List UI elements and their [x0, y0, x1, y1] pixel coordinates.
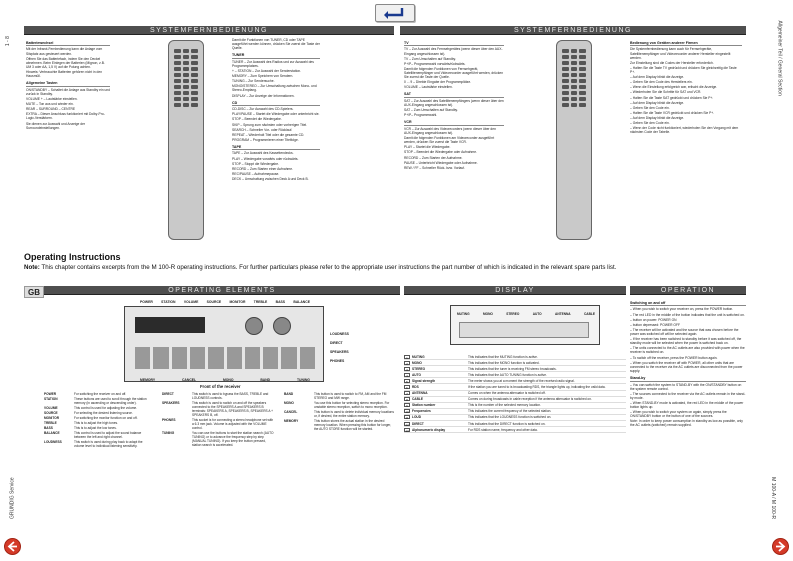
legend-term: Frequencies: [412, 409, 431, 414]
operating-elements-col-2: [162, 392, 274, 448]
arrow-right-icon: [773, 539, 788, 554]
language-tab: GB: [24, 286, 44, 298]
paragraph: 0 ... 9 – Direkte Eingabe der Programmplätze.: [404, 80, 472, 85]
panel-label: LOUDNESS: [330, 332, 349, 336]
legend-number: 13: [405, 428, 409, 433]
panel-label: ANTENNA: [555, 312, 571, 316]
legend-number: 6: [404, 385, 410, 389]
display-legend: [404, 354, 626, 433]
definition: This control is used to adjust the sound balance between the left and right channel.: [74, 431, 142, 439]
legend-description: This indicates that the AUTO TUNING function is active.: [468, 372, 547, 377]
paragraph: – Halten Sie die Taste VCR gedrückt und drücken Sie P+.: [630, 110, 715, 115]
definition: You can use the buttons to start the station search (AUTO TUNING) or to advance the frequency step by step (MANUAL TUNING). If you keep the button pressed, station search is accelerated.: [192, 431, 274, 447]
paragraph: DISPLAY – Zur Anzeige der Informationen.: [232, 93, 295, 98]
definition: This is to adjust the low tones.: [74, 426, 117, 430]
term: CANCEL: [284, 410, 298, 414]
side-label-left: GRUNDIG Service: [9, 477, 16, 519]
definition-row: [44, 397, 152, 405]
paragraph: – The receiver will be activated and the source that was chosen before the power was switched off will be selected again.: [630, 327, 739, 337]
prev-page-button[interactable]: [4, 538, 21, 555]
panel-label: SOURCE: [206, 300, 222, 304]
definition-row: [44, 421, 152, 425]
subheading: Stand-by: [630, 376, 746, 381]
paragraph: P+/P– Programmwahl vorwärts/rückwärts.: [404, 61, 466, 66]
paragraph: – To switch off the receiver, press the POWER button again.: [630, 355, 718, 360]
paragraph: – Wenn die Einstellung erfolgreich war, erlischt die Anzeige.: [630, 85, 718, 90]
side-label-right-bottom: M 100-A / M 100-R: [770, 477, 777, 520]
subheading: Bedienung von Geräten anderer Firmen: [630, 41, 742, 46]
definition: This socket is for connecting a stereo headphone set with a 6.3 mm jack. Volume is adjusted with the VOLUME control.: [192, 418, 274, 430]
front-display: [135, 317, 205, 333]
legend-description: If the station you are tuned to is broadcasting RDS, the triangle lights up, indicating the valid data.: [468, 385, 606, 390]
section-header-display: DISPLAY: [404, 286, 626, 295]
paragraph: SKIP – Sprung zum nächsten oder vorherigen Titel.: [232, 122, 308, 127]
definition: This is to adjust the high tones.: [74, 421, 118, 425]
subheading: TV: [404, 41, 504, 46]
definition-row: [162, 392, 274, 400]
panel-label: TUNING: [296, 378, 310, 382]
display-illustration: [450, 305, 600, 345]
paragraph: – When STAND-BY mode is activated, the red LED in the middle of the power button lights up.: [630, 400, 744, 410]
term: LOUDNESS: [44, 440, 62, 444]
paragraph: RECORD – Zum Starten der Aufnahme.: [404, 155, 463, 160]
term: TREBLE: [44, 421, 57, 425]
definition: For switching the receiver on and off.: [74, 392, 127, 396]
paragraph: STOP – Beendet die Wiedergabe.: [232, 117, 282, 122]
panel-label: MUTING: [457, 312, 470, 316]
term: BASS: [44, 426, 53, 430]
legend-number: 9: [404, 403, 410, 407]
panel-label: AUTO: [532, 312, 542, 316]
definition: This switch is used during play back to adapt the volume level to individual listening sensitivity.: [74, 440, 143, 448]
paragraph: TV – Zum Umschalten auf Standby.: [404, 56, 456, 61]
definition: These buttons are used to scroll through the station memory (in ascending or descending order).: [74, 397, 147, 405]
legend-description: This indicates that the MONO function is activated.: [468, 360, 540, 365]
legend-description: For RDS station name, frequency and other data.: [468, 427, 538, 432]
paragraph: – The units connected to the AC outlets are also provided with power when the receiver is switched on.: [630, 346, 745, 355]
paragraph: REPEAT – Wiederholt Titel oder die gesamte CD.: [232, 132, 305, 137]
legend-term: Alphanumeric display: [412, 427, 446, 432]
paragraph: CD-DISC – Zur Auswahl des CD-Spielers.: [232, 107, 294, 112]
paragraph: – Auf dem Display blinkt die Anzeige.: [630, 116, 685, 121]
legend-term: LOUD: [412, 415, 422, 420]
legend-term: Signal strength: [412, 378, 436, 383]
subheading: SAT: [404, 92, 504, 97]
legend-term: RDS: [412, 385, 419, 390]
front-panel-right-labels: [330, 330, 349, 365]
note-label: Note:: [24, 264, 40, 271]
panel-label: BALANCE: [293, 300, 310, 304]
paragraph: REW / FF – Schneller Rück- bzw. Vorlauf.: [404, 165, 466, 170]
paragraph: – When you wish to switch your receiver on, press the POWER button.: [630, 307, 734, 312]
definition: This button stores the actual station in the desired memory location. When pressing this button for longer, the AUTO STORE function will be started.: [314, 419, 392, 431]
paragraph: – Wiederholen Sie die Schritte für SAT und VCR.: [630, 90, 702, 95]
panel-label: STATION: [161, 300, 176, 304]
text-column: [630, 38, 742, 268]
paragraph: – Wenn der Code nicht funktioniert, wiederholen Sie den Vorgang mit dem nächsten Code der Tabelle.: [630, 126, 739, 135]
term: SOURCE: [44, 411, 58, 415]
legend-description: The meter shows you at a moment the strength of the received radio signal.: [468, 378, 575, 383]
term: MONO: [284, 401, 294, 405]
paragraph: Zur Einstellung sind die Codes der Hersteller erforderlich.: [630, 60, 714, 65]
legend-description: This is the number of the selected memory location.: [468, 403, 541, 408]
paragraph: P+/P– Programmwahl.: [404, 113, 438, 118]
term: POWER: [44, 392, 57, 396]
panel-label: VOLUME: [183, 300, 199, 304]
paragraph: VOLUME + – Lautstärke einstellen.: [26, 96, 78, 101]
next-page-button[interactable]: [772, 538, 789, 555]
paragraph: Sie dienen zur Auswahl und Anzeige der Surroundeinstellungen.: [26, 121, 86, 130]
paragraph: – When you wish to switch your system on again, simply press the ON/STANDBY button or the button of one of the sources.: [630, 410, 727, 419]
paragraph: – The red LED in the middle of the button indicates that the unit is switched on.: [630, 312, 745, 317]
term: MONITOR: [44, 416, 59, 420]
legend-number: 3: [404, 367, 410, 371]
paragraph: MONO/STEREO – Zur Umschaltung zwischen Mono- und Stereo-Empfang.: [232, 84, 317, 93]
legend-number: 10: [405, 410, 409, 415]
term: PHONES: [162, 418, 176, 422]
definition-row: [44, 392, 152, 396]
panel-label: SPEAKERS: [330, 349, 349, 354]
legend-number: 7: [404, 391, 410, 395]
definition: This button is used to delete individual memory locations or, if desired, the entire station memory.: [314, 410, 394, 418]
text-column: [232, 38, 320, 268]
section-header-remote-de: SYSTEMFERNBEDIENUNG: [24, 26, 394, 35]
definition-row: [44, 440, 152, 448]
paragraph: MUTE – Ton aus und wieder ein.: [26, 102, 74, 107]
paragraph: STOP – Stoppt die Wiedergabe.: [232, 161, 279, 166]
side-label-right-top: Allgemeiner Teil / General Section: [776, 20, 783, 96]
operating-elements-col-1: [44, 392, 152, 449]
legend-number: 1: [404, 355, 410, 359]
definition: This switch is used to switch on and off the speakers connected to the SPEAKERS A and SPEAKERS B terminals: SPEAKERS A, SPEAKERS B, SPEAKERS A + SPEAKERS B, off.: [192, 401, 274, 417]
legend-description: This indicates that the DIRECT function is switched on.: [468, 421, 546, 426]
panel-label: CABLE: [583, 312, 595, 316]
paragraph: – button on power: POWER ON: [630, 317, 677, 322]
remote-control-illustration: [168, 40, 204, 240]
panel-label: DIRECT: [330, 340, 343, 345]
legend-number: 11: [405, 416, 409, 421]
paragraph: Mit der Infrarot-Fernbedienung kann die Anlage vom Sitzplatz aus gesteuert werden.: [26, 47, 103, 56]
operation-text: [630, 298, 746, 538]
term: SPEAKERS: [162, 401, 180, 405]
definition-row: [44, 426, 152, 430]
term: BAND: [284, 392, 294, 396]
legend-term: STEREO: [412, 366, 426, 371]
paragraph: Hinweis: Verbrauchte Batterien gehören nicht in den Hausmüll.: [26, 70, 103, 79]
legend-description: This indicates the current frequency of the selected station.: [468, 409, 552, 414]
front-button-row: [135, 347, 315, 369]
term: BALANCE: [44, 431, 60, 435]
paragraph: – Geben Sie den Code ein.: [630, 105, 670, 110]
legend-number: 8: [404, 397, 410, 401]
paragraph: – The sources connected to the receiver via the AC outlets remain in the stand-by mode.: [630, 391, 746, 400]
panel-label: POWER: [140, 300, 153, 304]
legend-term: DIRECT: [412, 421, 424, 426]
paragraph: VOLUME – Lautstärke einstellen.: [404, 85, 453, 90]
front-panel-top-labels: [140, 300, 310, 304]
text-column: [404, 38, 504, 268]
subheading: Switching on and off: [630, 301, 746, 306]
panel-label: BASS: [275, 300, 286, 304]
paragraph: MEMORY – Zum Speichern von Sendern.: [232, 74, 294, 79]
legend-description: This indicates that the LOUDNESS function is switched on.: [468, 415, 552, 420]
panel-label: MONO: [222, 378, 234, 382]
definition: You use this button for selecting stereo reception. For unstable stereo reception, switch to mono reception.: [314, 401, 390, 409]
panel-label: STEREO: [506, 312, 520, 316]
paragraph: PLAY – Wiedergabe vorwärts oder rückwärts.: [232, 156, 299, 161]
paragraph: SAT – Zur Auswahl des Satellitenempfängers (wenn dieser über den AUX-Eingang angeschlossen ist).: [404, 98, 504, 108]
panel-label: PHONES: [330, 358, 345, 363]
front-panel-bottom-labels: [140, 378, 310, 382]
paragraph: RECORD – Zum Starten einer Aufnahme.: [232, 166, 294, 171]
paragraph: PLAY/PAUSE – Startet die Wiedergabe oder unterbricht sie.: [232, 112, 320, 117]
operating-elements-col-3: [284, 392, 396, 432]
paragraph: – Auf dem Display blinkt die Anzeige.: [630, 75, 685, 80]
paragraph: Die Systemfernbedienung kann auch für Fernsehgeräte, Satellitenempfänger und Videorecorder anderer Hersteller eingestellt werden.: [630, 47, 731, 60]
note-text: This chapter contains excerpts from the M 100-R operating instructions. For further particulars please refer to the appropriate user instructions the part number of which is indicated in the relevant spare parts list.: [41, 264, 617, 271]
paragraph: – If the receiver has been switched to standby before it was switched off, the standby mode will be selected when the power is switched back on.: [630, 337, 742, 346]
operating-instructions-title: Operating Instructions: [24, 252, 121, 262]
source-knob: [273, 317, 291, 335]
term: DIRECT: [162, 392, 174, 396]
return-arrow-icon: [376, 5, 414, 21]
section-header-operating-elements: OPERATING ELEMENTS: [44, 286, 400, 295]
definition-row: [44, 416, 152, 420]
volume-knob: [245, 317, 263, 335]
legend-number: 5: [404, 379, 410, 383]
legend-term: AUTO: [412, 372, 421, 377]
paragraph: REC/PAUSE – Aufnahmepause.: [232, 171, 280, 176]
term: MEMORY: [284, 419, 299, 423]
legend-term: MUTING: [412, 354, 425, 359]
definition-row: [162, 401, 274, 417]
paragraph: STOP – Beendet die Wiedergabe oder Aufnahme.: [404, 150, 478, 155]
legend-description: Comes on when the antenna attenuator is switched off.: [468, 391, 546, 396]
segment-display: [459, 322, 589, 338]
legend-description: This indicates that the MUTING function is active.: [468, 354, 538, 359]
definition-row: [44, 431, 152, 439]
paragraph: PAUSE – Unterbricht Wiedergabe oder Aufnahme.: [404, 160, 478, 165]
legend-term: CABLE: [412, 397, 423, 402]
paragraph: DECK – Umschaltung zwischen Deck A und Deck B.: [232, 176, 309, 181]
paragraph: Damit die Funktionen von TUNER, CD oder TAPE ausgeführt werden können, drücken Sie zuerst die Taste der Quelle.: [232, 38, 320, 51]
definition-row: [284, 392, 396, 400]
definition-row: [284, 401, 396, 409]
front-caption: Front of the receiver: [200, 384, 241, 389]
paragraph: VCR – Zur Auswahl des Videorecorders (wenn dieser über den AUX-Eingang angeschlossen ist).: [404, 126, 496, 135]
paragraph: + – STATION – Zur Auswahl der Senderstation.: [232, 69, 302, 74]
definition-row: [162, 431, 274, 447]
subheading: Batteriewechsel: [26, 41, 110, 46]
legend-term: ANTENNA: [412, 391, 428, 396]
paragraph: – You can switch the system to STAND-BY with the ON/STANDBY button on the system remote control.: [630, 382, 742, 391]
subheading: TAPE: [232, 145, 320, 150]
definition-row: [284, 410, 396, 418]
definition: This button is used to switch to FM, AM and the FM STEREO and MW range.: [314, 392, 387, 400]
term: VOLUME: [44, 406, 58, 410]
paragraph: TAPE – Zur Auswahl des Kassettendecks.: [232, 151, 294, 156]
panel-label: MONITOR: [229, 300, 246, 304]
definition-row: [44, 406, 152, 410]
legend-number: 12: [405, 422, 409, 427]
definition: For switching the monitor function on and off.: [74, 416, 138, 420]
paragraph: TV – Zur Auswahl des Fernsehgerätes (wenn dieser über den AUX-Eingang angeschlossen ist).: [404, 47, 503, 56]
arrow-left-icon: [5, 539, 20, 554]
subheading: VCR: [404, 120, 504, 125]
paragraph: TUNING – Zur Sendersuche.: [232, 79, 275, 84]
definition-row: [162, 418, 274, 430]
legend-number: 2: [404, 361, 410, 365]
subheading: CD: [232, 101, 320, 106]
paragraph: – Halten Sie die Taste SAT gedrückt und drücken Sie P+.: [630, 95, 714, 100]
panel-label: TREBLE: [253, 300, 268, 304]
back-button[interactable]: [375, 4, 415, 22]
legend-number: 4: [404, 373, 410, 377]
operating-note: [24, 264, 754, 272]
paragraph: – Geben Sie den Code des Herstellers ein.: [630, 80, 693, 85]
receiver-front-panel: [124, 306, 324, 382]
paragraph: – Geben Sie den Code ein.: [630, 121, 670, 126]
paragraph: Damit die folgenden Funktionen am Videorecorder ausgeführt werden, drücken Sie zuerst die Taste VCR.: [404, 136, 495, 145]
panel-label: BAND: [260, 378, 271, 382]
paragraph: SEARCH – Schneller Vor- oder Rücklauf.: [232, 127, 293, 132]
paragraph: PROGRAM – Programmieren einer Titelfolge.: [232, 137, 299, 142]
paragraph: ON/STANDBY – Schaltet die Anlage aus Standby ein und zurück in Standby.: [26, 87, 110, 96]
panel-label: MEMORY: [140, 378, 156, 382]
term: STATION: [44, 397, 58, 401]
definition: For selecting the desired listening source.: [74, 411, 133, 415]
paragraph: PLAY – Startet die Wiedergabe.: [404, 145, 451, 150]
text-column: [26, 38, 110, 268]
paragraph: – When you switch the receiver off with POWER, all other units that are connected to the receiver via the AC outlets are disconnected from the power supply.: [630, 360, 743, 373]
definition: This control is used for adjusting the volume.: [74, 406, 138, 410]
term: TUNING: [162, 431, 175, 435]
definition-row: [284, 419, 396, 431]
paragraph: – Auf dem Display blinkt die Anzeige.: [630, 100, 685, 105]
paragraph: SAT – Zum Umschalten auf Standby.: [404, 108, 458, 113]
paragraph: Damit die folgenden Funktionen von Fernsehgerät, Satellitenempfänger und Videorecorder ausgeführt werden, drücken Sie zuerst die Taste der Quelle.: [404, 66, 504, 80]
paragraph: Öffnen Sie das Batteriefach, indem Sie den Deckel abnehmen. Beim Einlegen der Batterien (Mignon, z.B. UM 3 oder AA, 1,5 V) auf die Polung achten.: [26, 56, 105, 69]
legend-term: MONO: [412, 360, 422, 365]
remote-control-illustration-2: [556, 40, 592, 240]
subheading: TUNER: [232, 53, 320, 58]
subheading: Allgemeine Tasten: [26, 81, 110, 86]
page-number: 1 - 8: [4, 36, 11, 47]
definition: This switch is used to bypass the BASS, TREBLE and LOUDNESS controls.: [192, 392, 269, 400]
legend-term: Station number: [412, 403, 436, 408]
panel-label: MONO: [482, 312, 493, 316]
paragraph: – Halten Sie die Taste TV gedrückt und drücken Sie gleichzeitig die Taste P+.: [630, 65, 737, 75]
definition-row: [44, 411, 152, 415]
panel-label: CANCEL: [181, 378, 197, 382]
paragraph: – button depressed: POWER OFF: [630, 322, 681, 327]
section-header-operation: OPERATION: [630, 286, 746, 295]
paragraph: TUNER – Zur Auswahl des Radios und zur Auswahl des Programmplatzes.: [232, 59, 314, 68]
paragraph: EXTRA – Dieser Anschluss funktioniert mit Dolby-Pro-Logic-Verstärkern.: [26, 112, 105, 121]
paragraph: Note: In order to keep power consumption in standby as low as possible, only the AC outlets (switched) remain supplied.: [630, 419, 743, 428]
legend-description: Comes on during broadcasts in cable reception if the antenna attenuator is switched on.: [468, 397, 592, 402]
legend-description: This indicates that the tuner is receiving FM stereo broadcasts.: [468, 366, 557, 371]
paragraph: REAR – SURROUND – CENTRE: [26, 107, 76, 112]
section-header-remote-de-2: SYSTEMFERNBEDIENUNG: [400, 26, 746, 35]
legend-row: [404, 427, 626, 433]
